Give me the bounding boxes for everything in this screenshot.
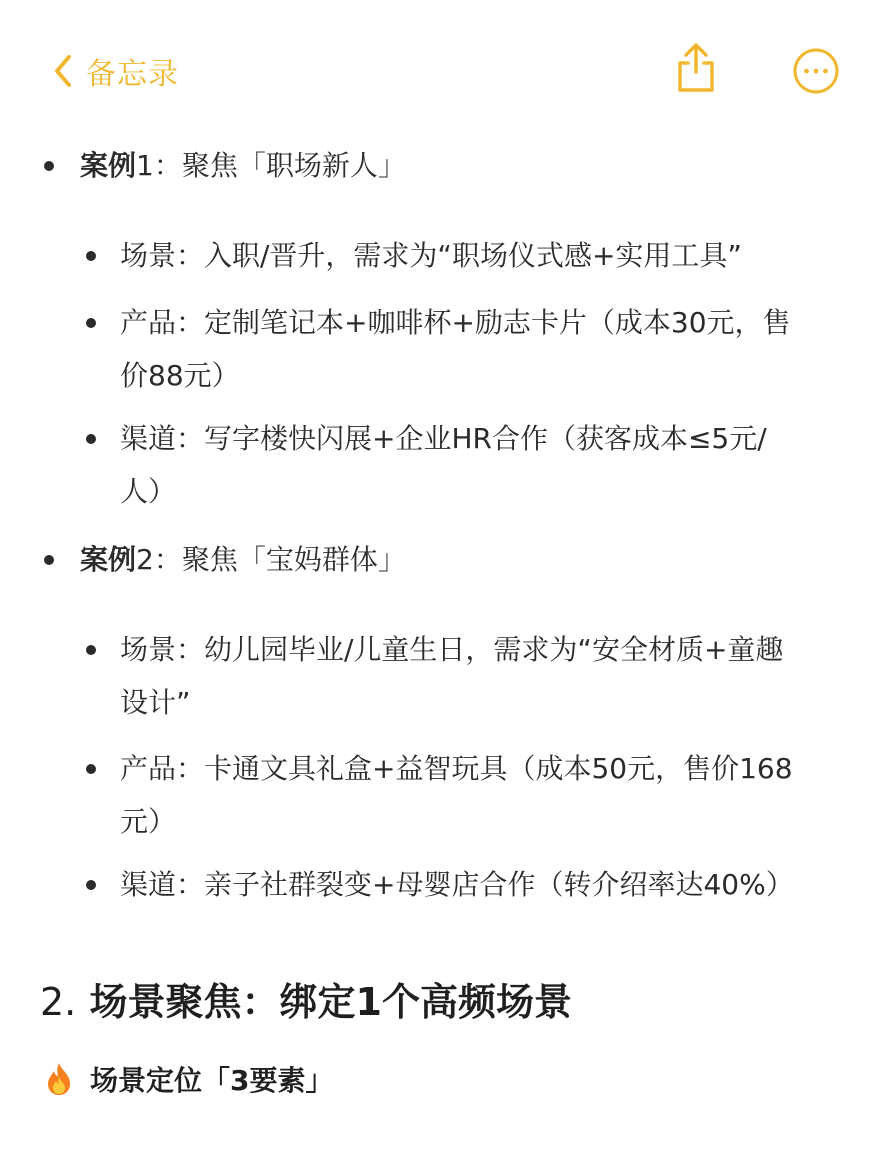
chevron-left-icon	[52, 53, 74, 89]
share-button[interactable]	[674, 42, 718, 94]
bullet-dot	[86, 318, 96, 328]
list-item: 场景：幼儿园毕业/儿童生日，需求为“安全材质+童趣	[120, 633, 784, 666]
case-number: 2	[136, 543, 154, 576]
list-item-continuation: 价88元）	[120, 359, 240, 392]
list-item-continuation: 设计”	[120, 686, 191, 719]
case-prefix: 案例	[80, 543, 137, 576]
share-icon	[674, 42, 718, 94]
list-item: 渠道：写字楼快闪展+企业HR合作（获客成本≤5元/	[120, 422, 767, 455]
bullet-dot	[86, 880, 96, 890]
section-title: 场景聚焦：绑定1个高频场景	[89, 980, 572, 1024]
list-item: 产品：定制笔记本+咖啡杯+励志卡片（成本30元，售	[120, 306, 791, 339]
case-title: ：聚焦「宝妈群体」	[153, 543, 406, 576]
section-heading	[40, 974, 572, 1030]
fire-icon	[44, 1061, 74, 1097]
subsection-heading	[44, 1056, 333, 1102]
bullet-dot	[44, 161, 54, 171]
bullet-dot	[86, 645, 96, 655]
navigation-bar	[0, 0, 880, 140]
case-title: ：聚焦「职场新人」	[153, 149, 406, 182]
bullet-dot	[86, 251, 96, 261]
case-prefix: 案例	[80, 149, 137, 182]
list-item-continuation: 元）	[120, 805, 177, 838]
more-button[interactable]	[792, 47, 840, 95]
bullet-dot	[86, 434, 96, 444]
list-item: 场景：入职/晋升，需求为“职场仪式感+实用工具”	[120, 239, 742, 272]
case-number: 1	[136, 149, 154, 182]
list-item: 渠道：亲子社群裂变+母婴店合作（转介绍率达40%）	[120, 868, 794, 901]
section-number: 2.	[40, 980, 77, 1024]
back-button[interactable]	[52, 48, 179, 94]
list-item: 产品：卡通文具礼盒+益智玩具（成本50元，售价168	[120, 752, 793, 785]
case-heading	[80, 140, 406, 192]
case-heading	[80, 534, 406, 586]
bullet-dot	[86, 764, 96, 774]
back-label: 备忘录	[86, 57, 179, 92]
list-item-continuation: 人）	[120, 475, 177, 508]
bullet-dot	[44, 555, 54, 565]
subsection-title: 场景定位「3要素」	[90, 1064, 334, 1097]
more-icon	[792, 47, 840, 95]
